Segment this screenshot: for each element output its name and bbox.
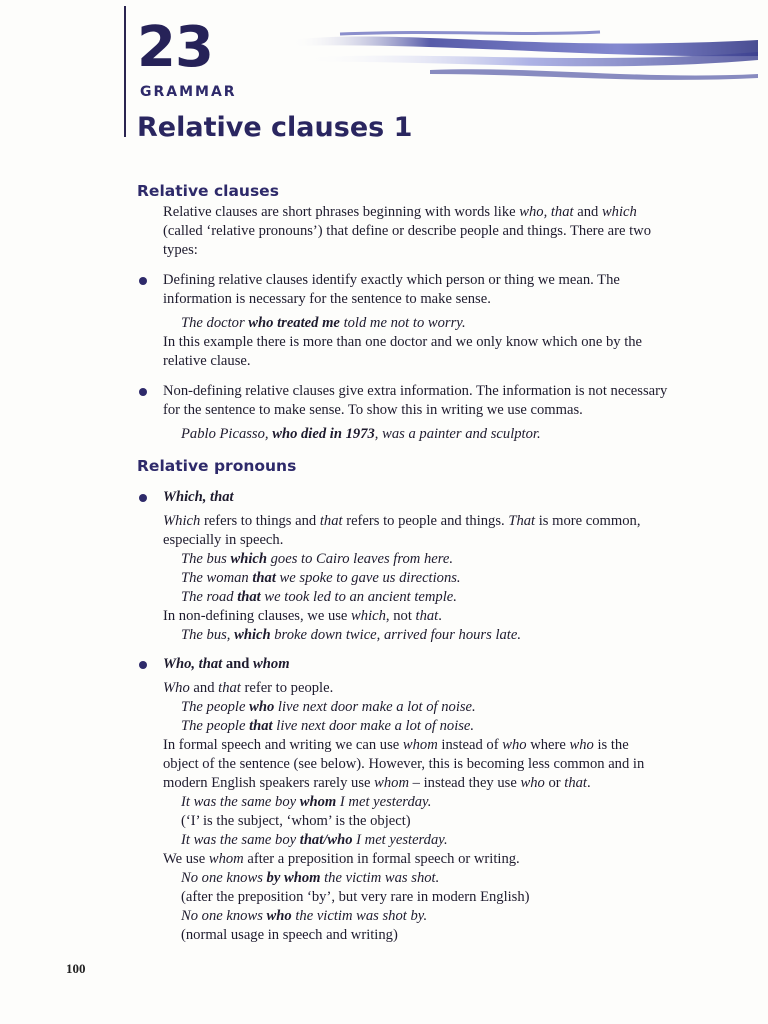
example-woman: The woman that we spoke to gave us directions. [181, 570, 461, 586]
example-boy-whom: It was the same boy whom I met yesterday. [181, 794, 432, 810]
nondefining-note: In non-defining clauses, we use which, not that. [163, 608, 442, 624]
example-picasso: Pablo Picasso, who died in 1973, was a painter and sculptor. [181, 426, 541, 442]
who-line: Who and that refer to people. [163, 680, 334, 696]
defining-after-1: In this example there is more than one doctor and we only know which one by the [163, 334, 643, 350]
which-line-1: Which refers to things and that refers to people and things. That is more common, [163, 513, 641, 529]
defining-line-1: Defining relative clauses identify exactly which person or thing we mean. The [163, 272, 620, 288]
subject-object-note: (‘I’ is the subject, ‘whom’ is the object) [181, 813, 411, 829]
example-road: The road that we took led to an ancient temple. [181, 589, 457, 605]
page-number: 100 [66, 961, 86, 976]
example-people-that: The people that live next door make a lot of noise. [181, 718, 475, 734]
example-boy-that-who: It was the same boy that/who I met yesterday. [181, 832, 448, 848]
by-whom-note: (after the preposition ‘by’, but very rare in modern English) [181, 889, 530, 905]
defining-line-2: information is necessary for the sentence to make sense. [163, 291, 491, 307]
decorative-swoosh [280, 22, 760, 92]
intro-line-2: (called ‘relative pronouns’) that define or describe people and things. There are two [163, 223, 652, 239]
unit-kicker: GRAMMAR [140, 84, 237, 100]
intro-line-1: Relative clauses are short phrases beginning with words like who, that and which [163, 204, 637, 220]
page-title: Relative clauses 1 [137, 112, 413, 143]
example-people-who: The people who live next door make a lot of noise. [181, 699, 476, 715]
bullet-icon [139, 277, 147, 285]
which-line-2: especially in speech. [163, 532, 284, 548]
which-that-title: Which, that [163, 489, 234, 505]
bullet-icon [139, 494, 147, 502]
example-who-by: No one knows who the victim was shot by. [181, 908, 428, 924]
preposition-line: We use whom after a preposition in formal speech or writing. [163, 851, 520, 867]
section-heading-relative-clauses: Relative clauses [137, 182, 279, 200]
bullet-icon [139, 661, 147, 669]
example-bus: The bus which goes to Cairo leaves from here. [181, 551, 454, 567]
whom-para-3: modern English speakers rarely use whom – instead they use who or that. [163, 775, 591, 791]
bullet-icon [139, 388, 147, 396]
nondefining-line-2: for the sentence to make sense. To show this in writing we use commas. [163, 402, 583, 418]
header-rule [124, 6, 126, 137]
nondefining-line-1: Non-defining relative clauses give extra information. The information is not necessary [163, 383, 668, 399]
whom-para-1: In formal speech and writing we can use whom instead of who where who is the [163, 737, 629, 753]
unit-number: 23 [137, 15, 213, 80]
defining-after-2: relative clause. [163, 353, 251, 369]
example-doctor: The doctor who treated me told me not to worry. [181, 315, 466, 331]
whom-para-2: object of the sentence (see below). However, this is becoming less common and in [163, 756, 645, 772]
who-that-whom-title: Who, that and whom [163, 656, 290, 672]
intro-line-3: types: [163, 242, 198, 258]
section-heading-relative-pronouns: Relative pronouns [137, 457, 297, 475]
example-by-whom: No one knows by whom the victim was shot. [181, 870, 440, 886]
example-bus-broke: The bus, which broke down twice, arrived four hours late. [181, 627, 521, 643]
normal-usage-note: (normal usage in speech and writing) [181, 927, 398, 943]
